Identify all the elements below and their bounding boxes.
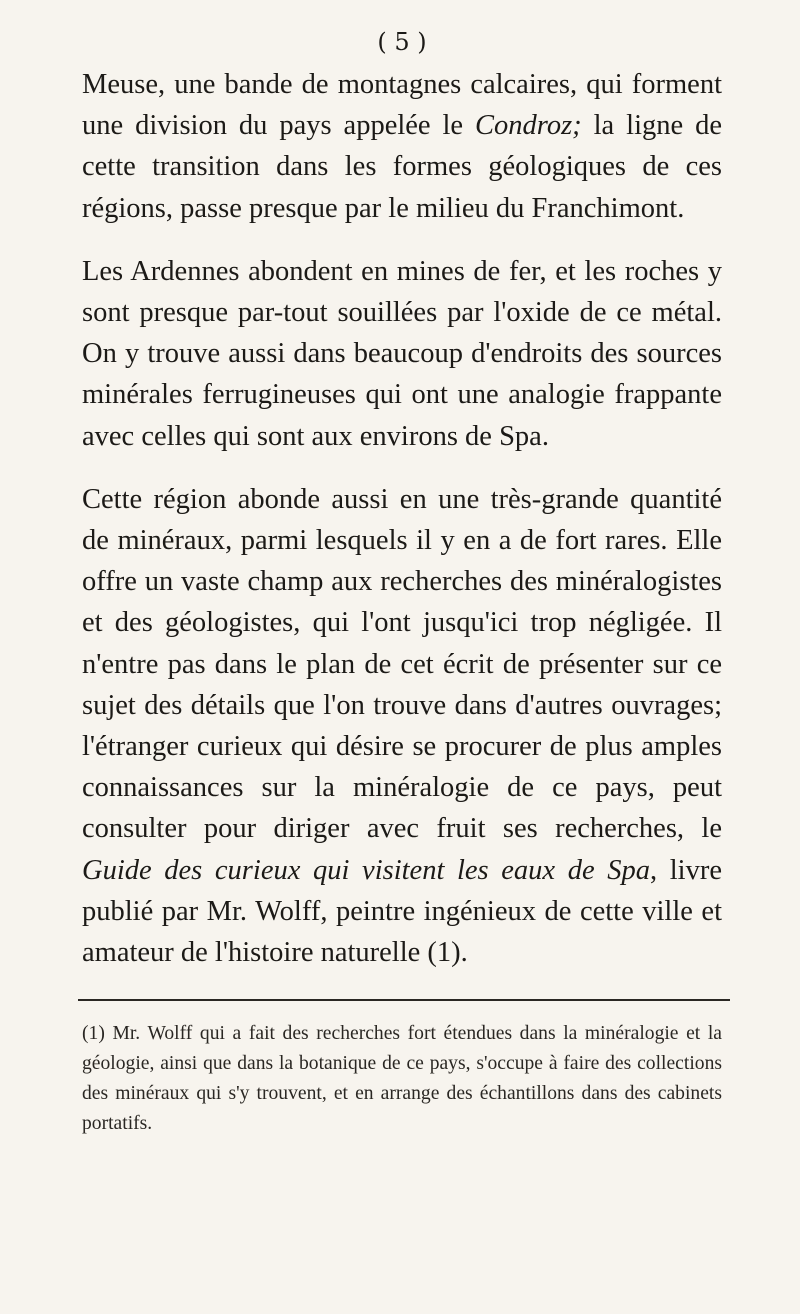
- page-number: ( 5 ): [377, 28, 427, 56]
- paragraph-2: [82, 251, 722, 457]
- paragraph-3-text-after: , livre publié par Mr. Wolff, peintre ingénieux de cette ville et amateur de l'histoire naturelle (1).: [82, 854, 722, 969]
- footnote: (1) Mr. Wolff qui a fait des recherches fort étendues dans la minéralogie et la géologie, ainsi que dans la botanique de ce pays, s'occupe à faire des collections des minéraux qui s'y trouvent, et en arrange des échantillons dans des cabinets portatifs.: [82, 1023, 722, 1135]
- paragraph-3: [82, 479, 722, 973]
- paragraph-1-text: Meuse, une bande de montagnes calcaires, qui forment une division du pays appelée le: [82, 69, 722, 142]
- paragraph-1-italic: Condroz;: [475, 110, 582, 142]
- footnote-divider: [78, 999, 730, 1001]
- document-page: [82, 24, 722, 1139]
- paragraph-1-text-after: la ligne de cette transition dans les formes géologiques de ces régions, passe presque par le milieu du Franchimont.: [82, 110, 722, 224]
- paragraph-2-text: Les Ardennes abondent en mines de fer, et les roches y sont presque par-tout souillées par l'oxide de ce métal. On y trouve aussi dans beaucoup d'endroits des sources minérales ferrugineuses qui ont une analogie frappante avec celles qui sont aux environs de Spa.: [82, 255, 722, 452]
- paragraph-3-italic-title: Guide des curieux qui visitent les eaux de Spa: [82, 854, 650, 886]
- paragraph-1: [82, 64, 722, 229]
- paragraph-3-text: Cette région abonde aussi en une très-grande quantité de minéraux, parmi lesquels il y en a de fort rares. Elle offre un vaste champ aux recherches des minéralogistes et des géologistes, qui l'ont jusqu'ici trop négligée. Il n'entre pas dans le plan de cet écrit de présenter sur ce sujet des détails que l'on trouve dans d'autres ouvrages; l'étranger curieux qui désire se procurer de plus amples connaissances sur la minéralogie de ce pays, peut consulter pour diriger avec fruit ses recherches, le: [82, 483, 722, 845]
